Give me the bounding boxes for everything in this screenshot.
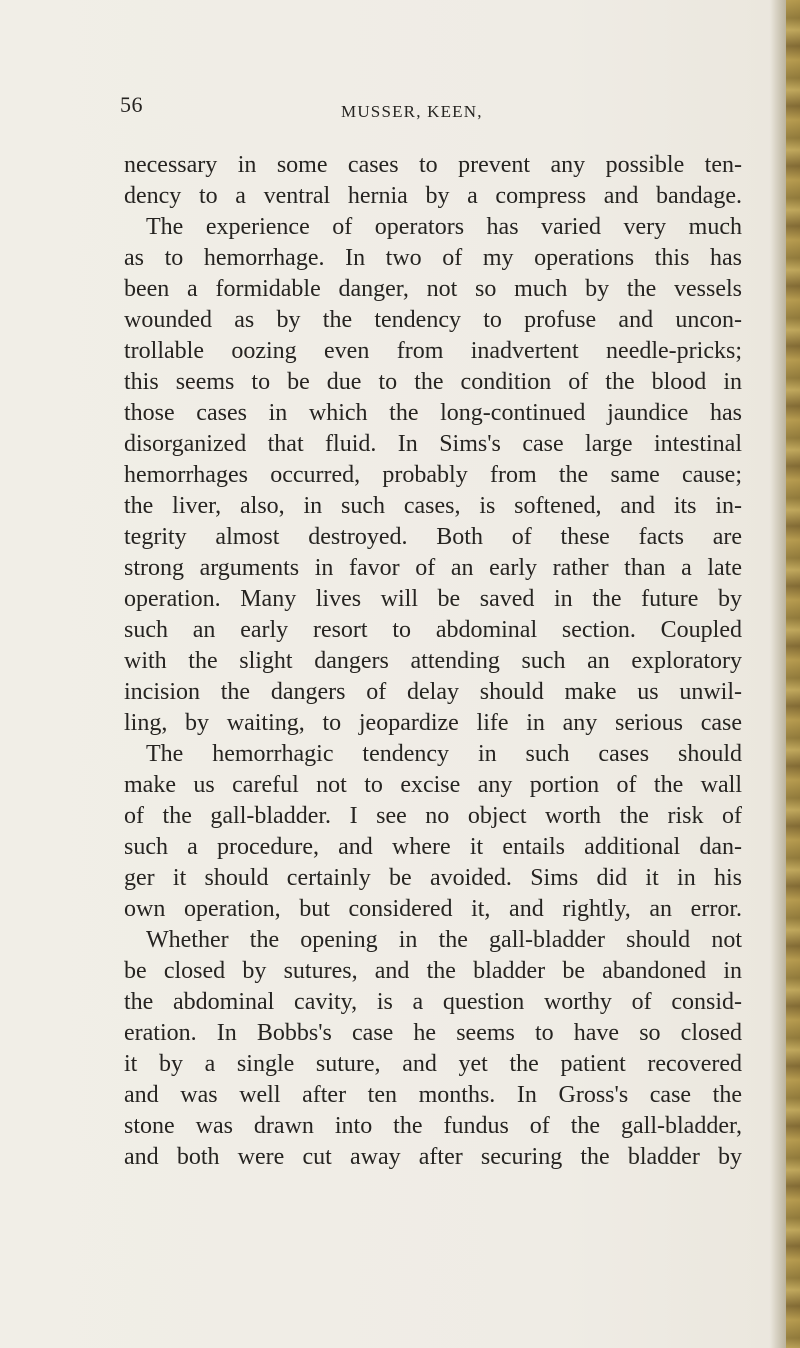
text-line: own operation, but considered it, and rightly, an error. (124, 896, 742, 922)
text-line: hemorrhages occurred, probably from the same cause; (124, 462, 742, 488)
text-line: incision the dangers of delay should make us unwil- (124, 679, 742, 705)
running-head: MUSSER, KEEN, (341, 102, 483, 121)
text-line: this seems to be due to the condition of the blood in (124, 369, 742, 395)
text-line: ger it should certainly be avoided. Sims did it in his (124, 865, 742, 891)
text-line: such an early resort to abdominal section. Coupled (124, 617, 742, 643)
body-text (124, 150, 742, 1173)
text-line: operation. Many lives will be saved in the future by (124, 586, 742, 612)
text-line: it by a single suture, and yet the patient recovered (124, 1051, 742, 1077)
text-line: and was well after ten months. In Gross's case the (124, 1082, 742, 1108)
book-binding-edge (770, 0, 800, 1348)
text-line: tegrity almost destroyed. Both of these facts are (124, 524, 742, 550)
page-header (0, 92, 800, 132)
text-line: ling, by waiting, to jeopardize life in any serious case (124, 710, 742, 736)
text-line: the abdominal cavity, is a question worthy of consid- (124, 989, 742, 1015)
text-line: wounded as by the tendency to profuse and uncon- (124, 307, 742, 333)
text-line: The hemorrhagic tendency in such cases should (146, 741, 742, 767)
text-line: strong arguments in favor of an early rather than a late (124, 555, 742, 581)
text-line: and both were cut away after securing the bladder by (124, 1144, 742, 1170)
text-line: stone was drawn into the fundus of the gall-bladder, (124, 1113, 742, 1139)
page-number: 56 (120, 92, 143, 117)
text-line: those cases in which the long-continued jaundice has (124, 400, 742, 426)
text-line: necessary in some cases to prevent any possible ten- (124, 152, 742, 178)
text-line: eration. In Bobbs's case he seems to have so closed (124, 1020, 742, 1046)
text-line: make us careful not to excise any portion of the wall (124, 772, 742, 798)
text-line: be closed by sutures, and the bladder be abandoned in (124, 958, 742, 984)
text-line: The experience of operators has varied very much (146, 214, 742, 240)
text-line: dency to a ventral hernia by a compress and bandage. (124, 183, 742, 209)
text-line: such a procedure, and where it entails additional dan- (124, 834, 742, 860)
text-line: as to hemorrhage. In two of my operations this has (124, 245, 742, 271)
text-line: trollable oozing even from inadvertent needle-pricks; (124, 338, 742, 364)
text-line: the liver, also, in such cases, is softened, and its in- (124, 493, 742, 519)
text-line: been a formidable danger, not so much by the vessels (124, 276, 742, 302)
gilded-page-edge (786, 0, 800, 1348)
text-line: disorganized that fluid. In Sims's case large intestinal (124, 431, 742, 457)
text-line: Whether the opening in the gall-bladder should not (146, 927, 742, 953)
text-line: with the slight dangers attending such an exploratory (124, 648, 742, 674)
text-line: of the gall-bladder. I see no object worth the risk of (124, 803, 742, 829)
